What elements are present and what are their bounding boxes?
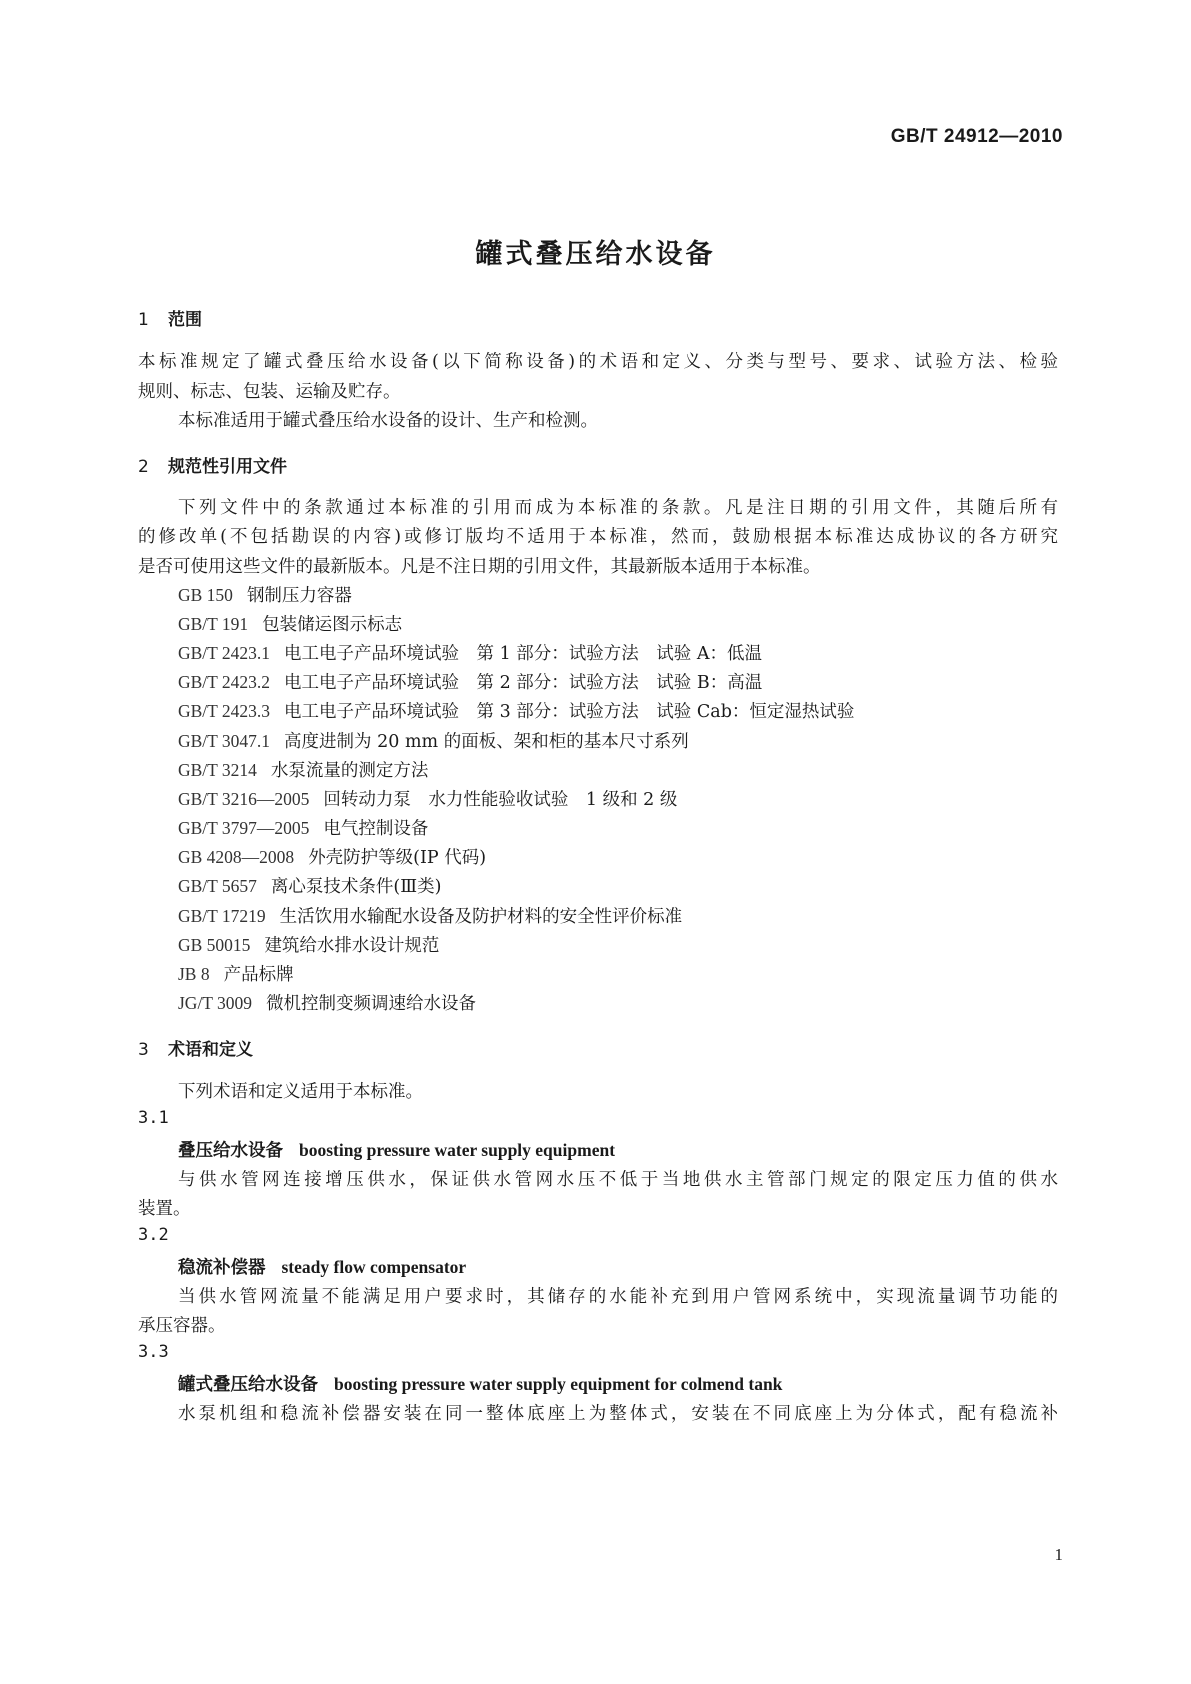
- reference-code: GB/T 2423.2: [178, 672, 271, 692]
- reference-item: [178, 990, 476, 1015]
- reference-code: GB/T 2423.1: [178, 643, 271, 663]
- term-en: steady flow compensator: [281, 1257, 467, 1277]
- reference-code: GB/T 3216—2005: [178, 789, 310, 809]
- reference-item: [178, 640, 762, 665]
- reference-code: GB/T 2423.3: [178, 701, 271, 721]
- reference-title: 微机控制变频调速给水设备: [266, 994, 477, 1014]
- reference-code: JG/T 3009: [178, 993, 253, 1013]
- reference-title: 水泵流量的测定方法: [270, 761, 429, 781]
- term-number: 3.2: [138, 1225, 169, 1245]
- paragraph-line: 下列文件中的条款通过本标准的引用而成为本标准的条款。凡是注日期的引用文件，其随后所有: [178, 498, 1058, 518]
- paragraph-line: 是否可使用这些文件的最新版本。凡是不注日期的引用文件，其最新版本适用于本标准。: [138, 557, 821, 577]
- reference-code: GB/T 5657: [178, 876, 257, 896]
- reference-item: [178, 873, 441, 898]
- term-zh: 稳流补偿器: [178, 1258, 266, 1278]
- term-en: boosting pressure water supply equipment: [299, 1140, 616, 1160]
- standard-code: GB/T 24912—2010: [890, 126, 1063, 147]
- term-definition-line: 当供水管网流量不能满足用户要求时，其储存的水能补充到用户管网系统中，实现流量调节功能的: [178, 1287, 1058, 1307]
- term-zh: 叠压给水设备: [178, 1141, 283, 1161]
- reference-title: 电气控制设备: [323, 819, 429, 839]
- reference-title: 电工电子产品环境试验 第 2 部分：试验方法 试验 B：高温: [284, 673, 763, 693]
- reference-item: [178, 698, 854, 723]
- reference-code: GB 50015: [178, 935, 251, 955]
- term-definition-line: 承压容器。: [138, 1316, 226, 1336]
- term-definition-line: 装置。: [138, 1199, 191, 1219]
- reference-code: GB/T 3797—2005: [178, 818, 310, 838]
- reference-title: 电工电子产品环境试验 第 3 部分：试验方法 试验 Cab：恒定湿热试验: [284, 702, 855, 722]
- reference-code: GB/T 17219: [178, 906, 266, 926]
- reference-title: 钢制压力容器: [246, 586, 352, 606]
- reference-item: [178, 728, 689, 753]
- reference-item: [178, 669, 762, 694]
- reference-title: 外壳防护等级(IP 代码): [308, 848, 487, 868]
- reference-title: 包装储运图示标志: [262, 615, 403, 635]
- reference-title: 回转动力泵 水力性能验收试验 1 级和 2 级: [323, 790, 678, 810]
- reference-title: 产品标牌: [223, 965, 294, 985]
- reference-item: [178, 932, 439, 957]
- paragraph-line: 规则、标志、包装、运输及贮存。: [138, 382, 401, 402]
- reference-code: GB 4208—2008: [178, 847, 295, 867]
- reference-title: 建筑给水排水设计规范: [264, 936, 440, 956]
- document-title: 罐式叠压给水设备: [475, 239, 716, 270]
- section-title: 术语和定义: [168, 1040, 253, 1060]
- section-2-heading: [138, 452, 287, 477]
- reference-title: 高度进制为 20 mm 的面板、架和柜的基本尺寸系列: [284, 732, 689, 752]
- section-number: 1: [138, 310, 149, 330]
- term-zh: 罐式叠压给水设备: [178, 1375, 318, 1395]
- reference-code: GB/T 191: [178, 614, 249, 634]
- reference-code: GB/T 3047.1: [178, 731, 271, 751]
- page-number: 1: [1054, 1545, 1063, 1564]
- reference-item: [178, 815, 428, 840]
- reference-title: 电工电子产品环境试验 第 1 部分：试验方法 试验 A：低温: [284, 644, 763, 664]
- reference-code: JB 8: [178, 964, 210, 984]
- reference-title: 离心泵技术条件(Ⅲ类): [270, 877, 442, 897]
- paragraph-line: 本标准规定了罐式叠压给水设备(以下简称设备)的术语和定义、分类与型号、要求、试验方法、检验: [138, 352, 1058, 372]
- reference-item: [178, 961, 294, 986]
- term-en: boosting pressure water supply equipment for colmend tank: [334, 1374, 783, 1394]
- reference-item: [178, 582, 352, 607]
- paragraph-line: 的修改单(不包括勘误的内容)或修订版均不适用于本标准，然而，鼓励根据本标准达成协议的各方研究: [138, 527, 1058, 547]
- term-heading: [178, 1137, 615, 1162]
- section-number: 2: [138, 457, 149, 477]
- reference-title: 生活饮用水输配水设备及防护材料的安全性评价标准: [279, 907, 683, 927]
- paragraph-line: 本标准适用于罐式叠压给水设备的设计、生产和检测。: [178, 411, 598, 431]
- reference-item: [178, 611, 402, 636]
- term-definition-line: 水泵机组和稳流补偿器安装在同一整体底座上为整体式，安装在不同底座上为分体式，配有稳流补: [178, 1404, 1058, 1424]
- section-1-heading: [138, 305, 202, 330]
- term-definition-line: 与供水管网连接增压供水，保证供水管网水压不低于当地供水主管部门规定的限定压力值的供水: [178, 1170, 1058, 1190]
- reference-item: [178, 844, 486, 869]
- reference-item: [178, 903, 682, 928]
- reference-code: GB/T 3214: [178, 760, 257, 780]
- term-number: 3.3: [138, 1342, 169, 1362]
- section-title: 规范性引用文件: [168, 457, 287, 477]
- section-number: 3: [138, 1040, 149, 1060]
- term-heading: [178, 1254, 466, 1279]
- paragraph-line: 下列术语和定义适用于本标准。: [178, 1082, 423, 1102]
- section-3-heading: [138, 1035, 253, 1060]
- reference-code: GB 150: [178, 585, 233, 605]
- reference-item: [178, 786, 677, 811]
- section-title: 范围: [168, 310, 202, 330]
- term-heading: [178, 1371, 782, 1396]
- term-number: 3.1: [138, 1108, 169, 1128]
- reference-item: [178, 757, 428, 782]
